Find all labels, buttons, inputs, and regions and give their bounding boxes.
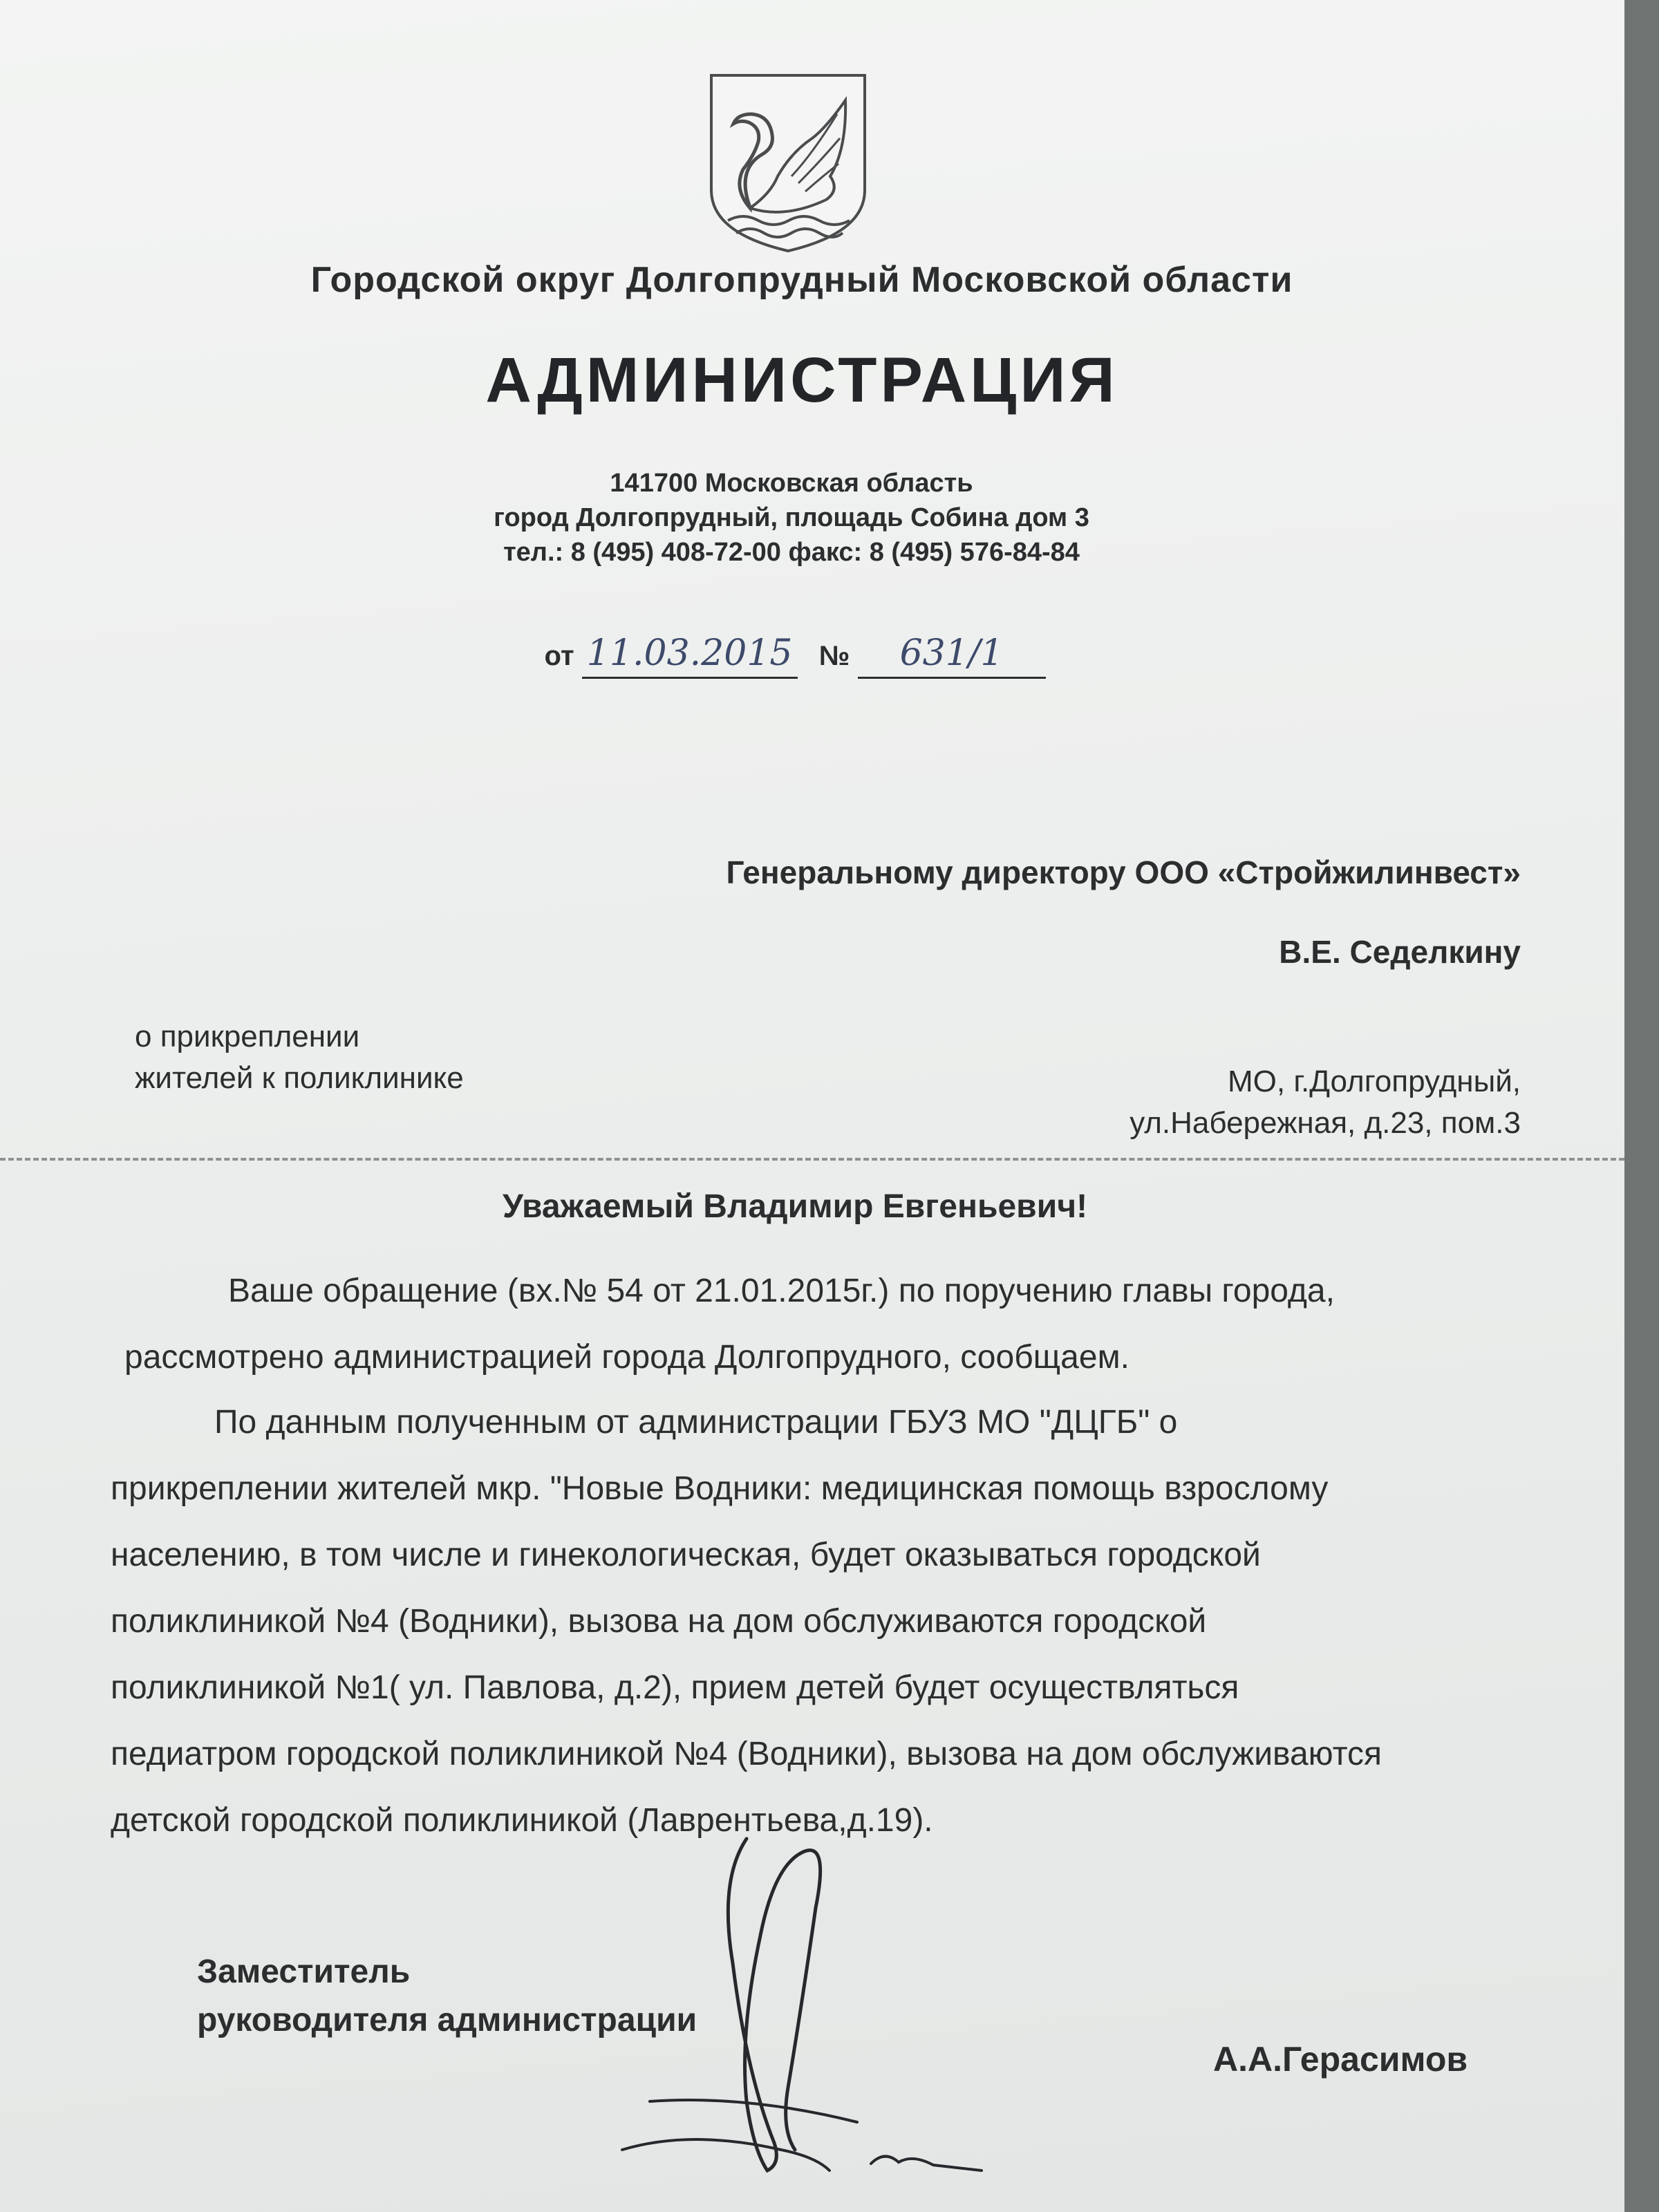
signatory-name: А.А.Герасимов: [1213, 2040, 1468, 2079]
number-value: 631/1: [858, 632, 1046, 679]
signatory-title-line-2: руководителя администрации: [197, 2002, 697, 2038]
addressee-name: В.Е. Седелкину: [1279, 934, 1521, 970]
paragraph-2-line: детской городской поликлиникой (Лаврентьева,д.19).: [111, 1802, 933, 1839]
date-prefix: от: [544, 641, 574, 671]
date-value: 11.03.2015: [582, 632, 798, 679]
signatory-title-line-1: Заместитель: [197, 1953, 411, 1990]
paragraph-2-line: поликлиникой №4 (Водники), вызова на дом обслуживаются городской: [111, 1603, 1207, 1640]
administration-title: АДМИНИСТРАЦИЯ: [485, 345, 1118, 415]
paragraph-2-line: педиатром городской поликлиникой №4 (Водники), вызова на дом обслуживаются: [111, 1736, 1382, 1772]
paragraph-1: [124, 1258, 1569, 1391]
paragraph-1-line: Ваше обращение (вх.№ 54 от 21.01.2015г.) по поручению главы города,: [228, 1273, 1335, 1309]
address-line-2: город Долгопрудный, площадь Собина дом 3: [494, 503, 1089, 532]
paragraph-2-line: прикреплении жителей мкр. "Новые Водники: медицинская помощь взрослому: [111, 1470, 1329, 1507]
addressee-address-line-1: МО, г.Долгопрудный,: [1228, 1065, 1521, 1098]
paragraph-1-line: рассмотрено администрацией города Долгопрудного, сообщаем.: [124, 1339, 1130, 1376]
coat-of-arms-swan-icon: [709, 73, 868, 254]
region-title: Городской округ Долгопрудный Московской области: [310, 260, 1293, 300]
paragraph-2-line: По данным полученным от администрации ГБУЗ МО "ДЦГБ" о: [214, 1404, 1178, 1441]
address-line-1: 141700 Московская область: [610, 469, 973, 498]
subject-line-2: жителей к поликлинике: [135, 1061, 464, 1095]
paragraph-2-line: поликлиникой №1( ул. Павлова, д.2), прием детей будет осуществляться: [111, 1669, 1239, 1706]
subject-line-1: о прикреплении: [135, 1020, 360, 1053]
paragraph-2: [111, 1389, 1569, 1854]
addressee-position: Генеральному директору ООО «Стройжилинвест»: [726, 854, 1521, 890]
addressee-address-line-2: ул.Набережная, д.23, пом.3: [1130, 1106, 1521, 1140]
number-prefix: №: [818, 641, 850, 671]
greeting: Уважаемый Владимир Евгеньевич!: [502, 1188, 1088, 1225]
reference-line: [0, 632, 1590, 679]
paragraph-2-line: населению, в том числе и гинекологическая, будет оказываться городской: [111, 1537, 1261, 1573]
phone-fax: тел.: 8 (495) 408-72-00 факс: 8 (495) 576-84-84: [503, 538, 1080, 567]
fold-divider: [0, 1158, 1624, 1161]
handwritten-signature: [608, 1825, 995, 2184]
